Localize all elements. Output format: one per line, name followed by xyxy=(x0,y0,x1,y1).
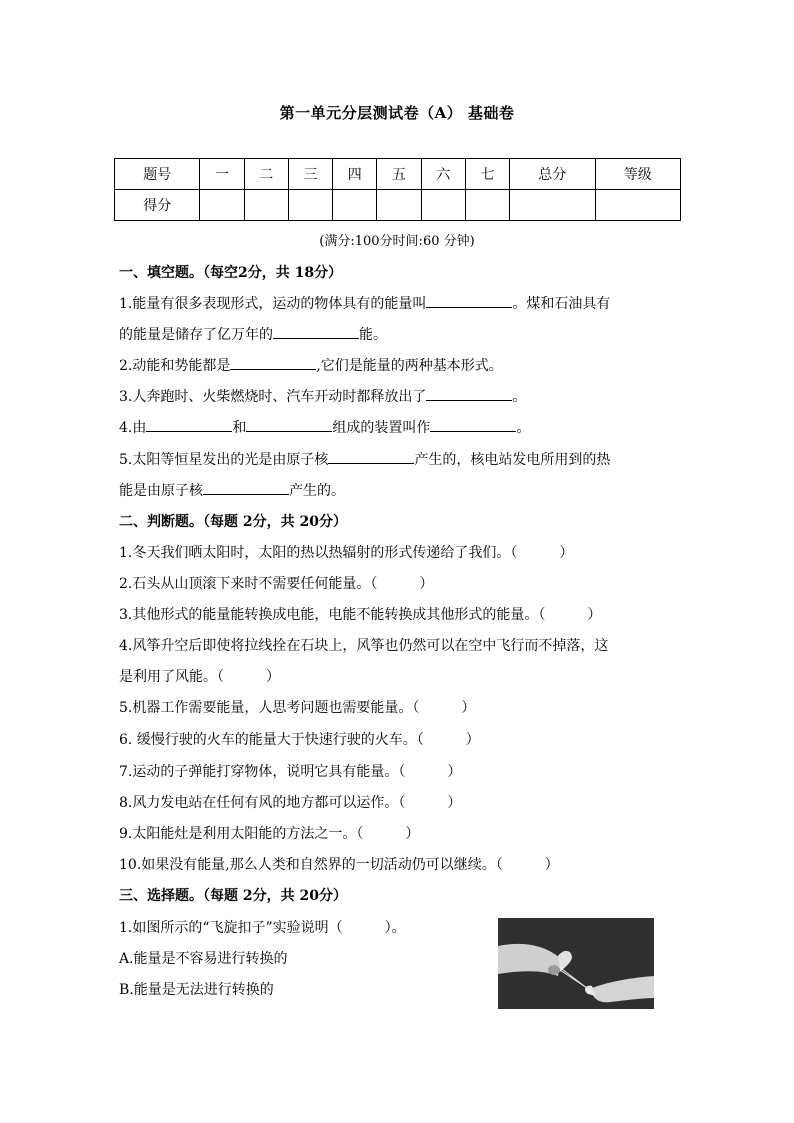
question-line: 2.石头从山顶滚下来时不需要任何能量。（ ） xyxy=(119,576,434,592)
question-line: 3.其他形式的能量能转换成电能，电能不能转换成其他形式的能量。（ ） xyxy=(119,607,602,623)
score-input-cell[interactable] xyxy=(421,190,465,221)
answer-blank[interactable] xyxy=(273,324,359,339)
question-line: 7.运动的子弹能打穿物体，说明它具有能量。（ ） xyxy=(119,764,462,780)
score-cell: 一 xyxy=(200,159,244,190)
section-heading-fill-in: 一、填空题。（每空2分，共 18分） xyxy=(119,265,343,281)
question-line: 9.太阳能灶是利用太阳能的方法之一。（ ） xyxy=(119,826,420,842)
spinning-button-experiment-photo xyxy=(498,918,654,1009)
score-row-label: 得分 xyxy=(115,190,200,221)
question-line: 1.冬天我们晒太阳时，太阳的热以热辐射的形式传递给了我们。（ ） xyxy=(119,545,574,561)
score-input-cell[interactable] xyxy=(288,190,332,221)
score-table-header-row xyxy=(115,159,681,190)
choice-option-a[interactable]: A.能量是不容易进行转换的 xyxy=(119,951,288,967)
question-line xyxy=(119,480,345,500)
question-line: 1.如图所示的“飞旋扣子”实验说明（ ）。 xyxy=(119,920,406,936)
question-line: 10.如果没有能量,那么人类和自然界的一切活动仍可以继续。（ ） xyxy=(119,857,559,873)
question-text: 4.由 xyxy=(119,420,147,436)
score-table xyxy=(114,158,681,221)
question-line xyxy=(119,386,526,406)
score-input-cell[interactable] xyxy=(510,190,595,221)
question-text: 5.太阳等恒星发出的光是由原子核 xyxy=(119,452,329,468)
exam-info: (满分:100分时间:60 分钟) xyxy=(319,234,475,249)
question-line xyxy=(119,355,503,375)
question-text: ,它们是能量的两种基本形式。 xyxy=(316,358,503,374)
score-cell: 等级 xyxy=(595,159,681,190)
question-text: 组成的装置叫作 xyxy=(332,420,431,436)
score-cell: 六 xyxy=(421,159,465,190)
question-line: 5.机器工作需要能量，人思考问题也需要能量。（ ） xyxy=(119,700,476,716)
score-table-score-row xyxy=(115,190,681,221)
photo-illustration xyxy=(498,918,654,1009)
answer-blank[interactable] xyxy=(230,355,316,370)
score-input-cell[interactable] xyxy=(465,190,509,221)
question-text: 。煤和石油具有 xyxy=(512,296,611,312)
score-cell: 七 xyxy=(465,159,509,190)
question-text: 。 xyxy=(516,420,531,436)
section-heading-multiple-choice: 三、选择题。（每题 2分，共 20分） xyxy=(119,888,347,904)
question-line xyxy=(119,449,610,469)
section-heading-true-false: 二、判断题。（每题 2分，共 20分） xyxy=(119,514,347,530)
score-input-cell[interactable] xyxy=(377,190,421,221)
question-line: 4.风筝升空后即使将拉线拴在石块上，风筝也仍然可以在空中飞行而不掉落，这 xyxy=(119,638,609,654)
score-cell: 二 xyxy=(244,159,288,190)
question-text: 产生的。 xyxy=(289,483,345,499)
question-line xyxy=(119,293,610,313)
choice-option-b[interactable]: B.能量是无法进行转换的 xyxy=(119,982,274,998)
answer-blank[interactable] xyxy=(426,293,512,308)
score-cell: 题号 xyxy=(115,159,200,190)
question-line: 6. 缓慢行驶的火车的能量大于快速行驶的火车。（ ） xyxy=(119,732,480,748)
answer-blank[interactable] xyxy=(328,449,414,464)
score-input-cell[interactable] xyxy=(595,190,681,221)
question-line xyxy=(119,417,530,437)
question-line: 是利用了风能。（ ） xyxy=(119,669,280,685)
answer-blank[interactable] xyxy=(430,417,516,432)
page-title: 第一单元分层测试卷（A） 基础卷 xyxy=(279,104,515,122)
answer-blank[interactable] xyxy=(203,480,289,495)
answer-blank[interactable] xyxy=(146,417,232,432)
question-text: 。 xyxy=(512,389,527,405)
question-text: 能。 xyxy=(359,327,387,343)
score-cell: 总分 xyxy=(510,159,595,190)
question-text: 和 xyxy=(232,420,247,436)
score-input-cell[interactable] xyxy=(333,190,377,221)
score-input-cell[interactable] xyxy=(200,190,244,221)
question-text: 能是由原子核 xyxy=(119,483,203,499)
question-text: 1.能量有很多表现形式，运动的物体具有的能量叫 xyxy=(119,296,427,312)
score-cell: 三 xyxy=(288,159,332,190)
score-cell: 四 xyxy=(333,159,377,190)
question-text: 3.人奔跑时、火柴燃烧时、汽车开动时都释放出了 xyxy=(119,389,427,405)
score-input-cell[interactable] xyxy=(244,190,288,221)
question-text: 产生的，核电站发电所用到的热 xyxy=(414,452,611,468)
question-line xyxy=(119,324,387,344)
answer-blank[interactable] xyxy=(426,386,512,401)
question-line: 8.风力发电站在任何有风的地方都可以运作。（ ） xyxy=(119,795,462,811)
score-cell: 五 xyxy=(377,159,421,190)
answer-blank[interactable] xyxy=(246,417,332,432)
question-text: 的能量是储存了亿万年的 xyxy=(119,327,273,343)
question-text: 2.动能和势能都是 xyxy=(119,358,231,374)
